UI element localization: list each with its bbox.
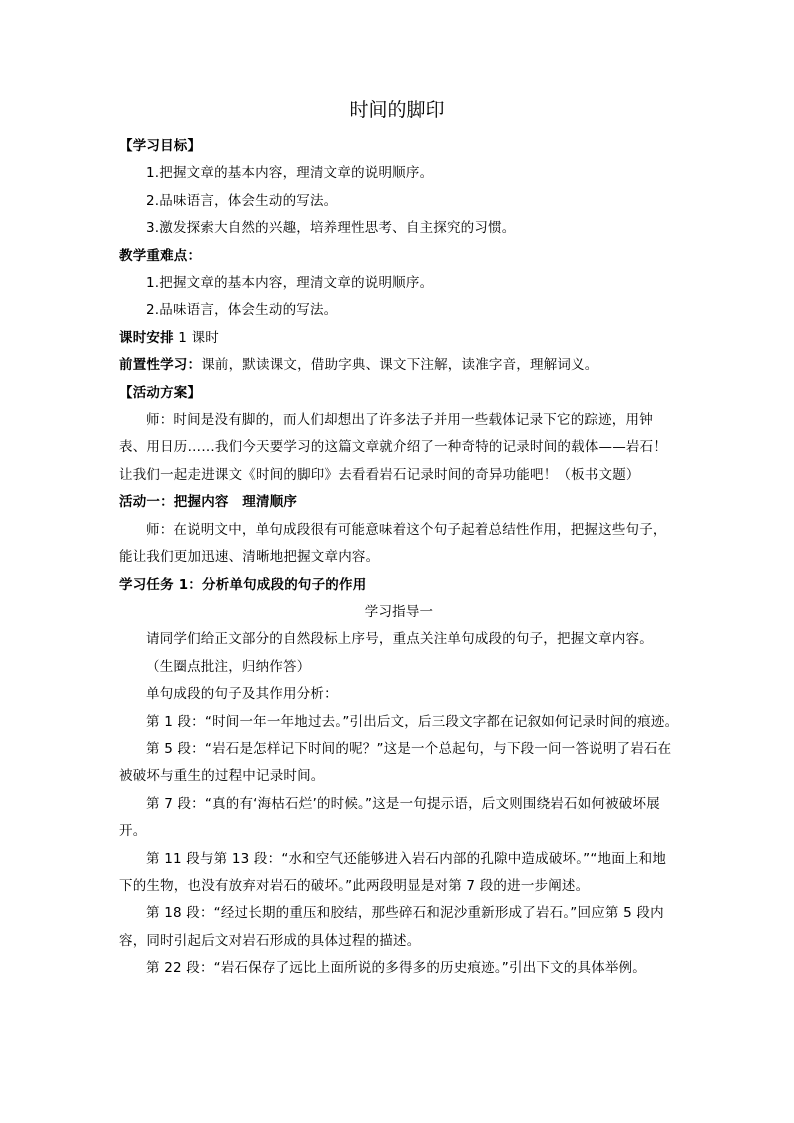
analysis-item: 第 11 段与第 13 段：“水和空气还能够进入岩石内部的孔隙中造成破坏。”“地面上和地下的生物，也没有放弃对岩石的破坏。”此两段明显是对第 7 段的进一步阐述。: [119, 850, 667, 894]
analysis-item: 第 18 段：“经过长期的重压和胶结，那些碎石和泥沙重新形成了岩石。”回应第 5 段内容，同时引起后文对岩石形成的具体过程的描述。: [119, 905, 664, 949]
analysis-item: 第 1 段：“时间一年一年地过去。”引出后文，后三段文字都在记叙如何记录时间的痕迹。: [146, 713, 679, 730]
document-body: [119, 133, 679, 983]
preview-label: 前置性学习：: [119, 357, 202, 374]
objective-item: 1.把握文章的基本内容，理清文章的说明顺序。: [146, 165, 434, 182]
analysis-item: 第 5 段：“岩石是怎样记下时间的呢？”这是一个总起句，与下段一问一答说明了岩石在被破坏与重生的过程中记录时间。: [119, 740, 672, 785]
objective-item: 2.品味语言，体会生动的写法。: [146, 192, 338, 209]
task1-instruction: 请同学们给正文部分的自然段标上序号，重点关注单句成段的句子，把握文章内容。: [146, 631, 653, 648]
schedule-line: [119, 325, 679, 352]
analysis-item: 第 22 段：“岩石保存了远比上面所说的多得多的历史痕迹。”引出下文的具体举例。: [146, 960, 646, 977]
activity1-text: 师：在说明文中，单句成段很有可能意味着这个句子起着总结性作用，把握这些句子，能让我们更加迅速、清晰地把握文章内容。: [119, 521, 667, 566]
schedule-label: 课时安排: [119, 329, 174, 346]
key-point-item: 2.品味语言，体会生动的写法。: [146, 302, 338, 319]
activity1-heading: 活动一：把握内容 理清顺序: [119, 494, 298, 511]
key-points-heading: 教学重难点：: [119, 247, 202, 264]
task1-heading: 学习任务 1：分析单句成段的句子的作用: [119, 576, 367, 593]
guide-title: 学习指导一: [364, 603, 434, 620]
preview-value: 课前，默读课文，借助字典、课文下注解，读准字音，理解词义。: [201, 357, 599, 374]
activity-plan-intro: 师：时间是没有脚的，而人们却想出了许多法子并用一些载体记录下它的踪迹，用钟表、用日历……我们今天要学习的这篇文章就介绍了一种奇特的记录时间的载体——岩石！让我们一起走进课文《时间的脚印》去看看岩石记录时间的奇异功能吧！（板书文题）: [119, 412, 667, 483]
document-title: 时间的脚印: [349, 99, 445, 121]
key-point-item: 1.把握文章的基本内容，理清文章的说明顺序。: [146, 275, 434, 292]
analysis-item: 第 7 段：“真的有‘海枯石烂’的时候。”这是一句提示语，后文则围绕岩石如何被破坏展开。: [119, 795, 660, 840]
objectives-heading: 【学习目标】: [119, 138, 202, 154]
analysis-heading: 单句成段的句子及其作用分析：: [146, 686, 338, 703]
task1-note: （生圈点批注，归纳作答）: [146, 658, 311, 675]
schedule-value: 1 课时: [173, 329, 219, 346]
activity-plan-heading: 【活动方案】: [119, 384, 202, 401]
preview-line: [119, 352, 679, 379]
objective-item: 3.激发探索大自然的兴趣，培养理性思考、自主探究的习惯。: [146, 220, 516, 237]
